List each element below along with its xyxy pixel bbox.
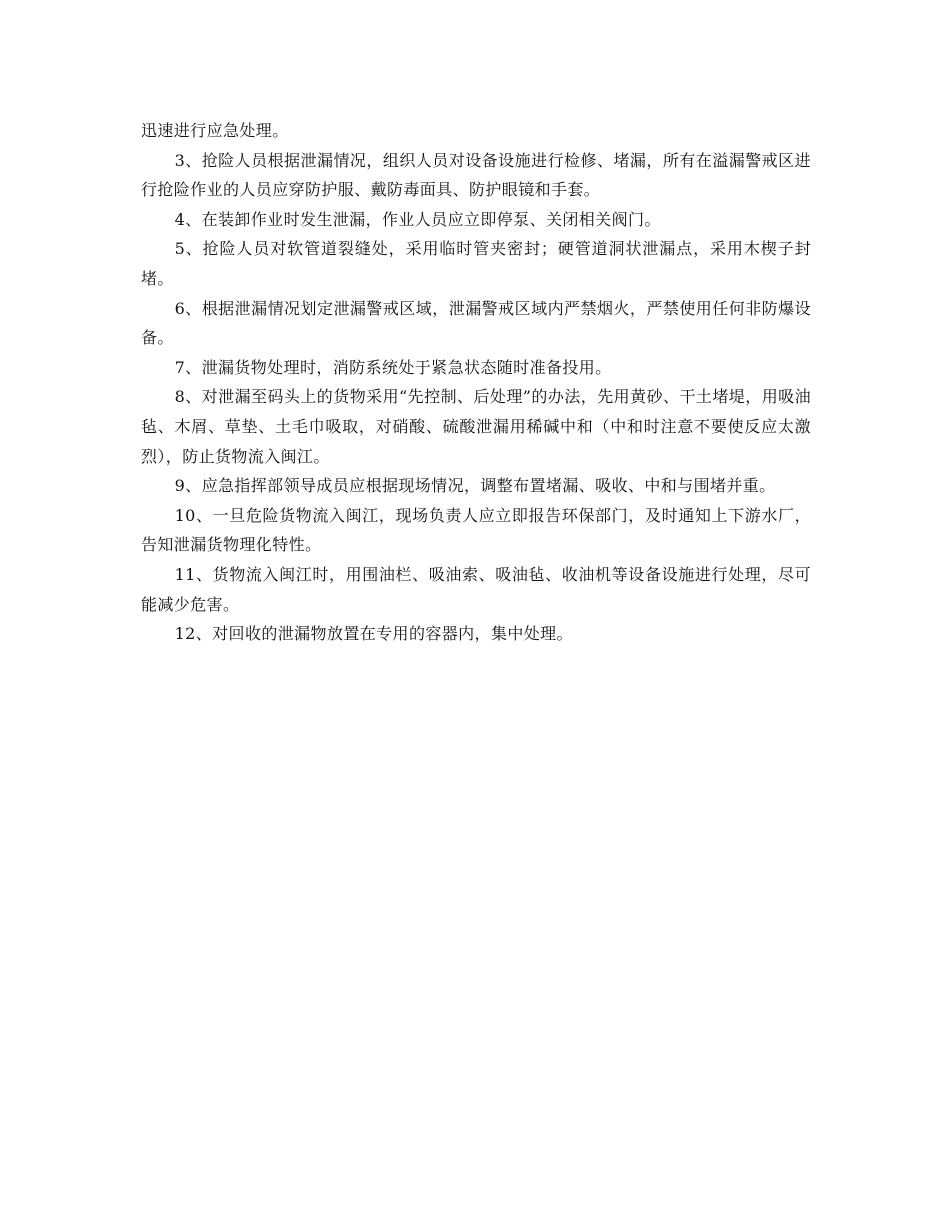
document-page — [141, 116, 811, 649]
paragraph-item-7: 7、泄漏货物处理时，消防系统处于紧急状态随时准备投用。 — [174, 357, 612, 377]
paragraph-item-5: 5、抢险人员对软管道裂缝处，采用临时管夹密封；硬管道洞状泄漏点，采用木楔子封堵。 — [141, 239, 811, 288]
paragraph-item-11: 11、货物流入闽江时，用围油栏、吸油索、吸油毡、收油机等设备设施进行处理，尽可能减少危害。 — [141, 564, 811, 614]
paragraph-item-12: 12、对回收的泄漏物放置在专用的容器内，集中处理。 — [174, 624, 573, 644]
paragraph-continuation: 迅速进行应急处理。 — [141, 121, 289, 140]
paragraph-item-9: 9、应急指挥部领导成员应根据现场情况，调整布置堵漏、吸收、中和与围堵并重。 — [174, 476, 776, 496]
paragraph-item-3: 3、抢险人员根据泄漏情况，组织人员对设备设施进行检修、堵漏，所有在溢漏警戒区进行抢险作业的人员应穿防护服、戴防毒面具、防护眼镜和手套。 — [141, 150, 811, 200]
paragraph-item-8: 8、对泄漏至码头上的货物采用“先控制、后处理”的办法，先用黄砂、干土堵堤，用吸油毡、木屑、草垫、土毛巾吸取，对硝酸、硫酸泄漏用稀碱中和（中和时注意不要使反应太激烈），防止货物流入闽江。 — [141, 387, 811, 466]
paragraph-item-6: 6、根据泄漏情况划定泄漏警戒区域，泄漏警戒区域内严禁烟火，严禁使用任何非防爆设备。 — [141, 298, 811, 348]
paragraph-item-10: 10、一旦危险货物流入闽江，现场负责人应立即报告环保部门，及时通知上下游水厂，告知泄漏货物理化特性。 — [141, 505, 811, 555]
paragraph-item-4: 4、在装卸作业时发生泄漏，作业人员应立即停泵、关闭相关阀门。 — [174, 209, 661, 229]
